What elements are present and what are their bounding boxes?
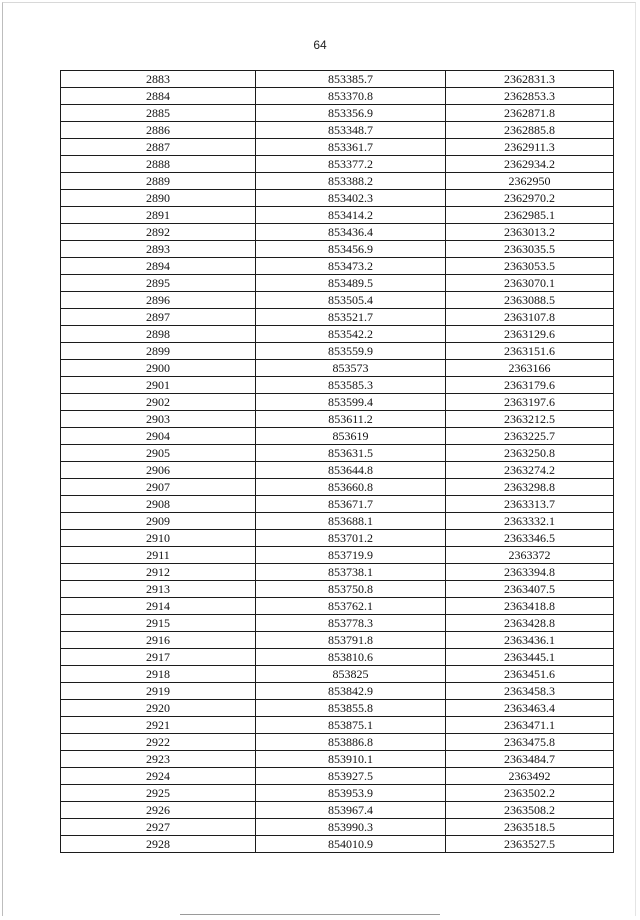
coordinates-table-body — [61, 71, 614, 853]
table-row — [61, 326, 614, 343]
x-coordinate-cell: 853953.9 — [256, 785, 446, 802]
x-coordinate-cell: 853521.7 — [256, 309, 446, 326]
x-coordinate-cell: 853542.2 — [256, 326, 446, 343]
x-coordinate-cell: 853738.1 — [256, 564, 446, 581]
y-coordinate-cell: 2363527.5 — [446, 836, 614, 853]
y-coordinate-cell: 2363418.8 — [446, 598, 614, 615]
table-row — [61, 513, 614, 530]
point-number-cell: 2895 — [61, 275, 256, 292]
point-number-cell: 2909 — [61, 513, 256, 530]
table-row — [61, 683, 614, 700]
x-coordinate-cell: 853361.7 — [256, 139, 446, 156]
y-coordinate-cell: 2362911.3 — [446, 139, 614, 156]
x-coordinate-cell: 853505.4 — [256, 292, 446, 309]
table-row — [61, 360, 614, 377]
x-coordinate-cell: 853688.1 — [256, 513, 446, 530]
y-coordinate-cell: 2363508.2 — [446, 802, 614, 819]
x-coordinate-cell: 853414.2 — [256, 207, 446, 224]
point-number-cell: 2916 — [61, 632, 256, 649]
point-number-cell: 2896 — [61, 292, 256, 309]
table-row — [61, 411, 614, 428]
y-coordinate-cell: 2363212.5 — [446, 411, 614, 428]
y-coordinate-cell: 2362985.1 — [446, 207, 614, 224]
y-coordinate-cell: 2363445.1 — [446, 649, 614, 666]
x-coordinate-cell: 853370.8 — [256, 88, 446, 105]
y-coordinate-cell: 2363107.8 — [446, 309, 614, 326]
y-coordinate-cell: 2363471.1 — [446, 717, 614, 734]
x-coordinate-cell: 853886.8 — [256, 734, 446, 751]
x-coordinate-cell: 853791.8 — [256, 632, 446, 649]
x-coordinate-cell: 853456.9 — [256, 241, 446, 258]
table-row — [61, 581, 614, 598]
y-coordinate-cell: 2363502.2 — [446, 785, 614, 802]
table-row — [61, 496, 614, 513]
point-number-cell: 2917 — [61, 649, 256, 666]
point-number-cell: 2912 — [61, 564, 256, 581]
y-coordinate-cell: 2363518.5 — [446, 819, 614, 836]
y-coordinate-cell: 2363394.8 — [446, 564, 614, 581]
x-coordinate-cell: 853910.1 — [256, 751, 446, 768]
point-number-cell: 2925 — [61, 785, 256, 802]
x-coordinate-cell: 853671.7 — [256, 496, 446, 513]
point-number-cell: 2924 — [61, 768, 256, 785]
point-number-cell: 2883 — [61, 71, 256, 88]
point-number-cell: 2921 — [61, 717, 256, 734]
table-row — [61, 768, 614, 785]
point-number-cell: 2905 — [61, 445, 256, 462]
x-coordinate-cell: 853348.7 — [256, 122, 446, 139]
table-row — [61, 292, 614, 309]
table-row — [61, 377, 614, 394]
point-number-cell: 2889 — [61, 173, 256, 190]
x-coordinate-cell: 853611.2 — [256, 411, 446, 428]
table-row — [61, 105, 614, 122]
table-row — [61, 309, 614, 326]
point-number-cell: 2928 — [61, 836, 256, 853]
table-row — [61, 122, 614, 139]
point-number-cell: 2919 — [61, 683, 256, 700]
point-number-cell: 2913 — [61, 581, 256, 598]
x-coordinate-cell: 853967.4 — [256, 802, 446, 819]
y-coordinate-cell: 2363458.3 — [446, 683, 614, 700]
y-coordinate-cell: 2363197.6 — [446, 394, 614, 411]
x-coordinate-cell: 853473.2 — [256, 258, 446, 275]
x-coordinate-cell: 853377.2 — [256, 156, 446, 173]
y-coordinate-cell: 2362950 — [446, 173, 614, 190]
y-coordinate-cell: 2363492 — [446, 768, 614, 785]
point-number-cell: 2893 — [61, 241, 256, 258]
y-coordinate-cell: 2362853.3 — [446, 88, 614, 105]
table-row — [61, 836, 614, 853]
y-coordinate-cell: 2363166 — [446, 360, 614, 377]
table-row — [61, 275, 614, 292]
y-coordinate-cell: 2363225.7 — [446, 428, 614, 445]
y-coordinate-cell: 2363346.5 — [446, 530, 614, 547]
x-coordinate-cell: 853810.6 — [256, 649, 446, 666]
table-row — [61, 88, 614, 105]
y-coordinate-cell: 2363451.6 — [446, 666, 614, 683]
point-number-cell: 2899 — [61, 343, 256, 360]
point-number-cell: 2900 — [61, 360, 256, 377]
point-number-cell: 2894 — [61, 258, 256, 275]
point-number-cell: 2906 — [61, 462, 256, 479]
table-row — [61, 241, 614, 258]
y-coordinate-cell: 2363372 — [446, 547, 614, 564]
x-coordinate-cell: 853559.9 — [256, 343, 446, 360]
table-row — [61, 649, 614, 666]
point-number-cell: 2923 — [61, 751, 256, 768]
point-number-cell: 2904 — [61, 428, 256, 445]
table-row — [61, 394, 614, 411]
point-number-cell: 2914 — [61, 598, 256, 615]
table-row — [61, 598, 614, 615]
point-number-cell: 2910 — [61, 530, 256, 547]
point-number-cell: 2897 — [61, 309, 256, 326]
point-number-cell: 2927 — [61, 819, 256, 836]
x-coordinate-cell: 853388.2 — [256, 173, 446, 190]
x-coordinate-cell: 853842.9 — [256, 683, 446, 700]
y-coordinate-cell: 2362871.8 — [446, 105, 614, 122]
point-number-cell: 2920 — [61, 700, 256, 717]
table-row — [61, 462, 614, 479]
table-row — [61, 258, 614, 275]
table-row — [61, 632, 614, 649]
table-row — [61, 717, 614, 734]
x-coordinate-cell: 853402.3 — [256, 190, 446, 207]
x-coordinate-cell: 853927.5 — [256, 768, 446, 785]
y-coordinate-cell: 2362885.8 — [446, 122, 614, 139]
point-number-cell: 2886 — [61, 122, 256, 139]
y-coordinate-cell: 2363463.4 — [446, 700, 614, 717]
point-number-cell: 2918 — [61, 666, 256, 683]
y-coordinate-cell: 2363313.7 — [446, 496, 614, 513]
table-row — [61, 71, 614, 88]
table-row — [61, 156, 614, 173]
point-number-cell: 2885 — [61, 105, 256, 122]
y-coordinate-cell: 2363053.5 — [446, 258, 614, 275]
table-row — [61, 343, 614, 360]
x-coordinate-cell: 853356.9 — [256, 105, 446, 122]
point-number-cell: 2891 — [61, 207, 256, 224]
table-row — [61, 734, 614, 751]
point-number-cell: 2887 — [61, 139, 256, 156]
y-coordinate-cell: 2363475.8 — [446, 734, 614, 751]
x-coordinate-cell: 853585.3 — [256, 377, 446, 394]
point-number-cell: 2901 — [61, 377, 256, 394]
table-row — [61, 428, 614, 445]
x-coordinate-cell: 853990.3 — [256, 819, 446, 836]
y-coordinate-cell: 2363035.5 — [446, 241, 614, 258]
point-number-cell: 2898 — [61, 326, 256, 343]
bottom-scan-line — [180, 914, 440, 915]
x-coordinate-cell: 853875.1 — [256, 717, 446, 734]
table-row — [61, 445, 614, 462]
table-row — [61, 224, 614, 241]
y-coordinate-cell: 2362970.2 — [446, 190, 614, 207]
x-coordinate-cell: 853762.1 — [256, 598, 446, 615]
y-coordinate-cell: 2363179.6 — [446, 377, 614, 394]
point-number-cell: 2902 — [61, 394, 256, 411]
x-coordinate-cell: 853619 — [256, 428, 446, 445]
table-row — [61, 700, 614, 717]
point-number-cell: 2884 — [61, 88, 256, 105]
table-row — [61, 819, 614, 836]
table-row — [61, 564, 614, 581]
point-number-cell: 2888 — [61, 156, 256, 173]
x-coordinate-cell: 853701.2 — [256, 530, 446, 547]
table-row — [61, 173, 614, 190]
y-coordinate-cell: 2363298.8 — [446, 479, 614, 496]
y-coordinate-cell: 2363436.1 — [446, 632, 614, 649]
y-coordinate-cell: 2363070.1 — [446, 275, 614, 292]
point-number-cell: 2907 — [61, 479, 256, 496]
table-row — [61, 802, 614, 819]
x-coordinate-cell: 853385.7 — [256, 71, 446, 88]
y-coordinate-cell: 2362934.2 — [446, 156, 614, 173]
y-coordinate-cell: 2363332.1 — [446, 513, 614, 530]
point-number-cell: 2890 — [61, 190, 256, 207]
x-coordinate-cell: 853644.8 — [256, 462, 446, 479]
y-coordinate-cell: 2363407.5 — [446, 581, 614, 598]
y-coordinate-cell: 2363129.6 — [446, 326, 614, 343]
table-row — [61, 139, 614, 156]
table-row — [61, 615, 614, 632]
point-number-cell: 2915 — [61, 615, 256, 632]
y-coordinate-cell: 2363151.6 — [446, 343, 614, 360]
coordinates-table — [60, 70, 614, 853]
point-number-cell: 2892 — [61, 224, 256, 241]
table-row — [61, 530, 614, 547]
y-coordinate-cell: 2363250.8 — [446, 445, 614, 462]
x-coordinate-cell: 853660.8 — [256, 479, 446, 496]
point-number-cell: 2903 — [61, 411, 256, 428]
x-coordinate-cell: 853489.5 — [256, 275, 446, 292]
point-number-cell: 2926 — [61, 802, 256, 819]
table-row — [61, 547, 614, 564]
table-row — [61, 785, 614, 802]
y-coordinate-cell: 2363088.5 — [446, 292, 614, 309]
page-number: 64 — [313, 38, 327, 52]
x-coordinate-cell: 853599.4 — [256, 394, 446, 411]
table-row — [61, 666, 614, 683]
x-coordinate-cell: 853825 — [256, 666, 446, 683]
x-coordinate-cell: 853750.8 — [256, 581, 446, 598]
y-coordinate-cell: 2363428.8 — [446, 615, 614, 632]
x-coordinate-cell: 853855.8 — [256, 700, 446, 717]
table-row — [61, 207, 614, 224]
x-coordinate-cell: 853436.4 — [256, 224, 446, 241]
y-coordinate-cell: 2362831.3 — [446, 71, 614, 88]
point-number-cell: 2911 — [61, 547, 256, 564]
y-coordinate-cell: 2363274.2 — [446, 462, 614, 479]
table-row — [61, 751, 614, 768]
point-number-cell: 2908 — [61, 496, 256, 513]
x-coordinate-cell: 853778.3 — [256, 615, 446, 632]
x-coordinate-cell: 853719.9 — [256, 547, 446, 564]
y-coordinate-cell: 2363484.7 — [446, 751, 614, 768]
table-row — [61, 479, 614, 496]
x-coordinate-cell: 853631.5 — [256, 445, 446, 462]
y-coordinate-cell: 2363013.2 — [446, 224, 614, 241]
table-row — [61, 190, 614, 207]
point-number-cell: 2922 — [61, 734, 256, 751]
x-coordinate-cell: 854010.9 — [256, 836, 446, 853]
x-coordinate-cell: 853573 — [256, 360, 446, 377]
